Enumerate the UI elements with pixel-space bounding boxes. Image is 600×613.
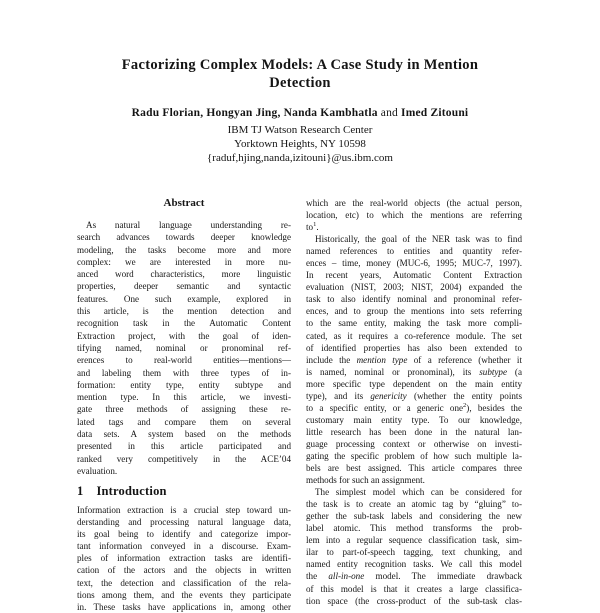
author-name: Imed Zitouni [401, 107, 469, 119]
paper-title-line-2: Detection [269, 75, 331, 91]
abstract-line: evaluation. [77, 465, 118, 476]
body-line: little research has been done in the natural lan- [306, 426, 522, 437]
body-line: to a specific entity, or a generic one$^2$), besides the [306, 401, 522, 413]
intro-line: ples of information extraction tasks are identifi- [77, 553, 291, 564]
body-line: type), and its genericity (whether the entity points [306, 390, 522, 401]
abstract-line: mention type. In this article, we investi- [77, 392, 291, 403]
abstract-line: this article, is the mention detection and [77, 306, 291, 317]
body-line: more specific type dependent on the main entity [306, 378, 522, 389]
intro-line: in. These tasks have applications in, among other [77, 601, 291, 612]
body-line: cated, as it requires a co-reference module. The set [306, 330, 522, 341]
abstract-line: features. One such example, explored in [77, 293, 291, 304]
paper-title-line-1: Factorizing Complex Models: A Case Study in Mention [121, 57, 479, 73]
affiliation: IBM TJ Watson Research Center [227, 124, 373, 136]
intro-line: text, the detection and classification of the rela- [77, 577, 291, 588]
author-line [0, 106, 600, 120]
body-line: gating the specific problem of how such multiple la- [306, 450, 522, 461]
body-line: ences, and to group the mentions into sets referring [306, 306, 522, 317]
body-line: evaluation (NIST, 2003; NIST, 2004) expanded the [306, 282, 522, 293]
abstract-line: Extraction project, with the goal of iden- [77, 330, 291, 341]
body-line: Historically, the goal of the NER task was to find [315, 234, 522, 245]
body-line: The simplest model which can be considered for [315, 487, 522, 498]
body-line: tion space (the cross-product of the sub-task clas- [306, 595, 522, 606]
intro-line: Information extraction is a crucial step toward un- [77, 505, 291, 516]
section-number: 1 [77, 484, 84, 499]
intro-line: tant information conveyed in a discourse. Exam- [77, 541, 291, 552]
body-line: to the same entity, making the task more compli- [306, 318, 522, 329]
abstract-line: ranked very competitively in the ACE’04 [77, 453, 291, 464]
body-line: methods for such an assignment. [306, 475, 425, 486]
body-line: location, etc) to which the mentions are referring [306, 210, 522, 221]
intro-line: its goal being to identify and categorize impor- [77, 529, 291, 540]
affiliation-block [0, 124, 600, 165]
intro-line: derstanding and processing natural language data, [77, 517, 291, 528]
right-column [306, 197, 522, 607]
abstract-line: As natural language understanding re- [86, 220, 291, 230]
body-line: the all-in-one model. The immediate drawback [306, 571, 522, 582]
abstract-heading: Abstract [163, 197, 205, 209]
body-line: ences – time, money (MUC-6, 1995; MUC-7, 1997). [306, 258, 522, 269]
body-line: named entity recognition tasks. We call this model [306, 559, 522, 570]
body-line: which are the real-world objects (the actual person, [306, 198, 522, 208]
paper-title [90, 56, 510, 92]
abstract-line: presented in this article participated and [77, 441, 291, 452]
body-line: bels are best assigned. This article compares three [306, 463, 522, 474]
intro-line: tions among them, and the events they participate [77, 589, 291, 600]
abstract-line: tifying named, nominal or pronominal ref- [77, 342, 291, 353]
left-column [77, 197, 291, 613]
abstract-line: properties, deeper semantic and syntactic [77, 281, 291, 292]
abstract-line: lated tags and compare them on several [77, 416, 291, 427]
abstract-line: erences to real-world entities—mentions— [77, 355, 291, 366]
body-line: is named, nominal or pronominal), its subtype (a [306, 366, 522, 377]
abstract-line: and labeling them with three types of in- [77, 367, 291, 378]
section-heading [77, 484, 291, 498]
abstract-body [77, 219, 291, 477]
body-line: customary main entity type. To our knowledge, [306, 414, 522, 425]
body-line: label atomic. This method transforms the prob- [306, 523, 522, 534]
intro-line: cation of the actors and the objects in written [77, 565, 291, 576]
email: {raduf,hjing,nanda,izitouni}@us.ibm.com [207, 151, 393, 164]
abstract-line: formation: entity type, entity subtype and [77, 379, 291, 390]
body-line: guage processing context or otherwise on investi- [306, 438, 522, 449]
body-line: lem into a regular sequence classification task, sim- [306, 535, 522, 546]
abstract-line: recognition task in the Automatic Content [77, 318, 291, 329]
intro-body [77, 504, 291, 612]
body-line: In recent years, Automatic Content Extraction [306, 270, 522, 281]
body-line: of this model is that it creates a large classifica- [306, 583, 522, 594]
author-conjunction: and [377, 107, 402, 119]
body-line: include the mention type of a reference (whether it [306, 354, 522, 365]
abstract-line: gate three methods of assigning these re- [77, 404, 291, 415]
abstract-line: anced word characteristics, more linguistic [77, 269, 291, 280]
abstract-line: modeling, the tasks become more and more [77, 244, 291, 255]
body-line: the task is to create an atomic tag by “gluing” to- [306, 499, 522, 510]
body-line: $to^1$. [306, 221, 319, 233]
abstract-line: search advances towards deeper knowledge [77, 232, 291, 243]
body-line: named references to entities and quantity refer- [306, 246, 522, 257]
author-name: Radu Florian, Hongyan Jing, Nanda Kambhatla [131, 107, 378, 119]
section-title: Introduction [96, 484, 167, 499]
body-line: of identified properties has also been extended to [306, 342, 522, 353]
body-line: gether the sub-task labels and considering the new [306, 511, 522, 522]
abstract-line: complex: we are interested in more nu- [77, 256, 291, 267]
body-line: task to also identify nominal and pronominal refer- [306, 294, 522, 305]
address: Yorktown Heights, NY 10598 [234, 137, 366, 150]
body-line: ilar to part-of-speech tagging, text chunking, and [306, 547, 522, 558]
abstract-line: data sets. A system based on the methods [77, 429, 291, 440]
